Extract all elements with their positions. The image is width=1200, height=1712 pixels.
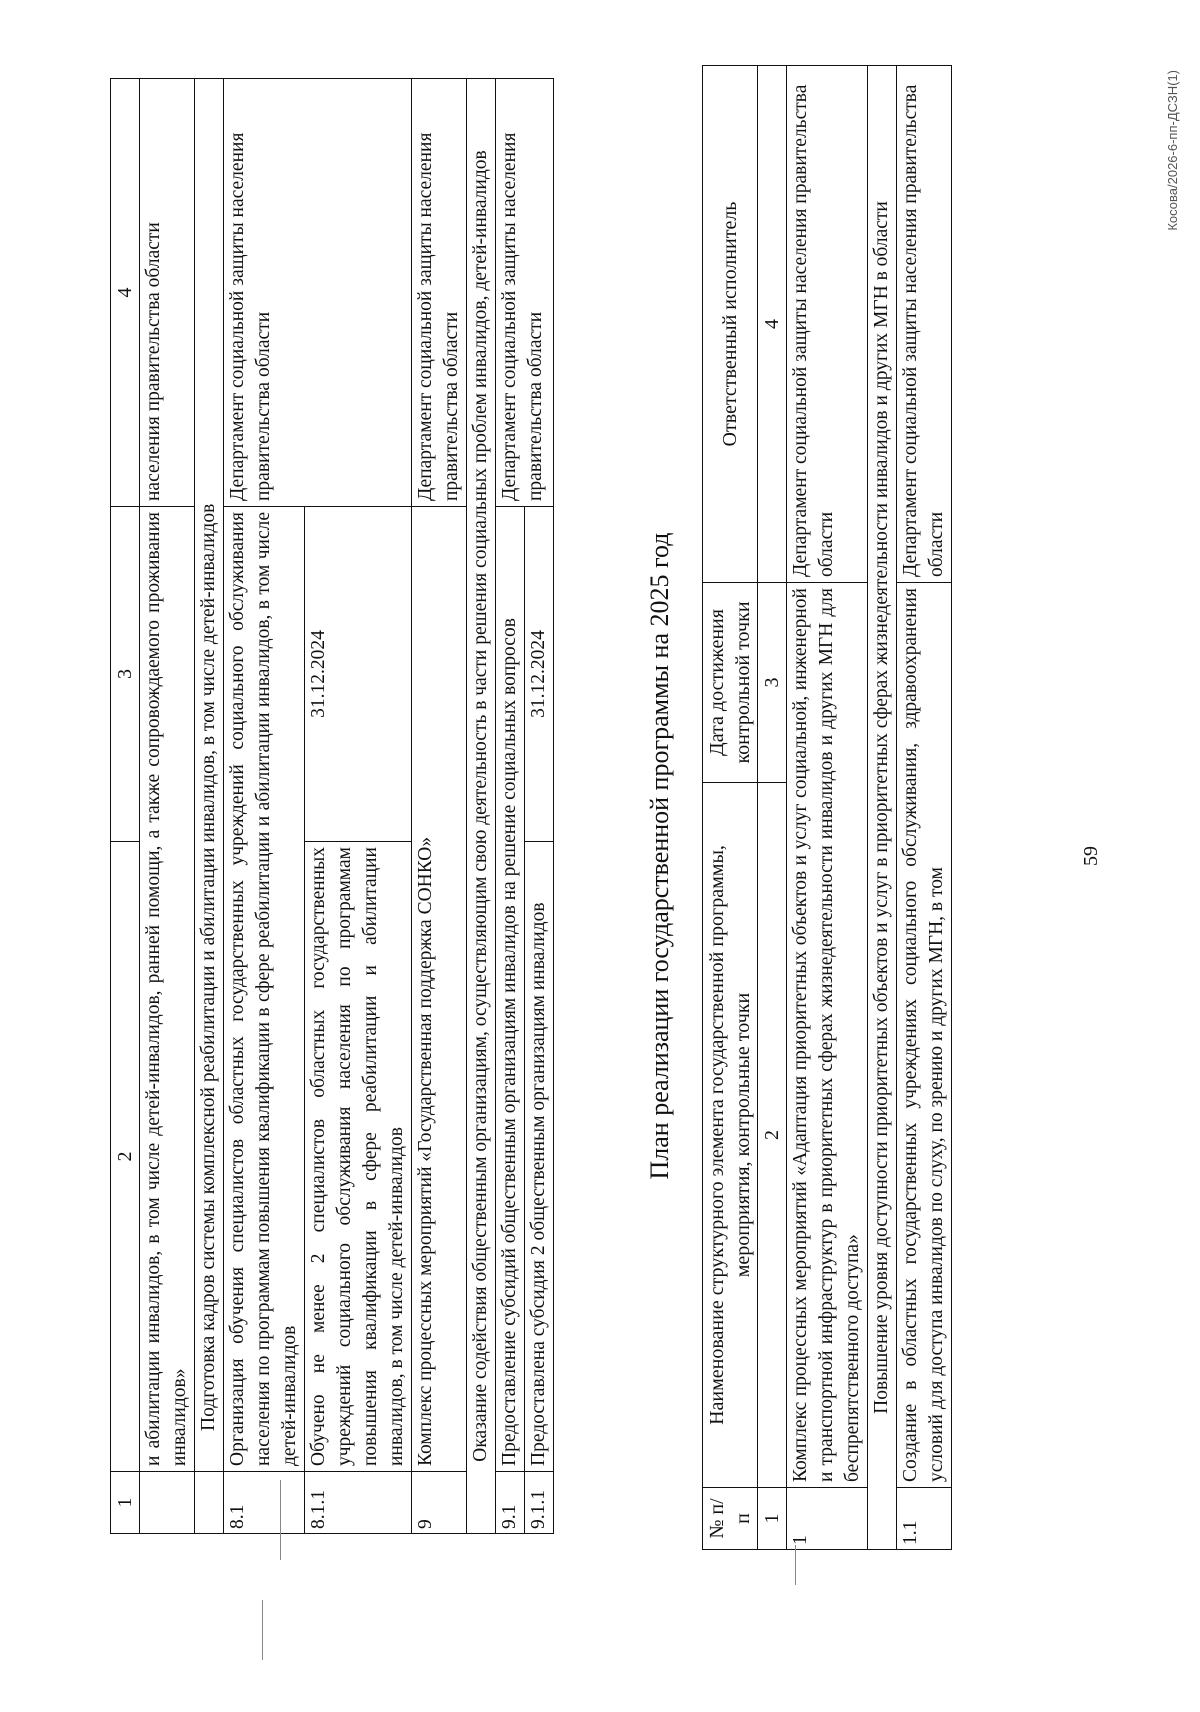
section-title: Повышение уровня доступности приоритетных объектов и услуг в приоритетных сферах жизнедеятельности инвалидов и других МГН в области (868, 66, 897, 1550)
table-row (787, 66, 868, 1550)
section-row (195, 79, 224, 1534)
row-executor: Департамент социальной защиты населения правительства области (496, 79, 554, 507)
header-num: 3 (758, 583, 787, 783)
header-cell: № п/п (703, 1488, 758, 1550)
header-cell: Дата достижения контрольной точки (703, 583, 758, 783)
scan-artifact (262, 1600, 263, 1660)
header-cell: Наименование структурного элемента государственной программы, мероприятия, контрольные точки (703, 783, 758, 1488)
scan-artifact (280, 1480, 281, 1560)
header-num: 1 (758, 1488, 787, 1550)
document-code: Косова/2026-6-пп-ДСЗН(1) (1165, 70, 1180, 231)
header-cell: Ответственный исполнитель (703, 66, 758, 583)
table-header-numbers (758, 66, 787, 1550)
header-num: 2 (758, 783, 787, 1488)
section-title: Оказание содействия общественным организациям, осуществляющим свою деятельность в части решения социальных проблем инвалидов, детей-инвалидов (467, 79, 496, 1534)
plan-title: План реализации государственной программы на 2025 год (645, 532, 674, 1180)
row-name: Создание в областных государственных учреждениях социального обслуживания, здравоохранения условий для доступа инвалидов по слуху, по зрению и других МГН, в том (897, 583, 952, 1488)
row-number (195, 1472, 224, 1534)
row-number: 1 (787, 1488, 868, 1550)
header-cell: 4 (111, 79, 140, 507)
table-row (140, 79, 195, 1534)
section-row (868, 66, 897, 1550)
row-name: Комплекс процессных мероприятий «Государственная поддержка СОНКО» (412, 507, 467, 1472)
row-name: Предоставление субсидий общественным организациям инвалидов на решение социальных вопросов (496, 507, 525, 1472)
row-number: 9.1 (496, 1472, 525, 1534)
row-name: Обучено не менее 2 специалистов областных государственных учреждений социального обслуживания населения по программам повышения квалификации в сфере реабилитации и абилитации инвалидов, в том числе детей-инвалидов (305, 842, 412, 1472)
page-number: 59 (1080, 846, 1102, 866)
table-header-row (111, 79, 140, 1534)
row-executor: населения правительства области (140, 79, 195, 507)
row-number (140, 1472, 195, 1534)
header-cell: 3 (111, 507, 140, 842)
row-executor: Департамент социальной защиты населения правительства области (897, 66, 952, 583)
row-name: Организация обучения специалистов областных государственных учреждений социального обслуживания населения по программам повышения квалификации в сфере реабилитации и абилитации инвалидов, в том числе детей-инвалидов (224, 507, 305, 1472)
table-continued (110, 78, 554, 1534)
header-cell: 1 (111, 1472, 140, 1534)
table-header-row (703, 66, 758, 1550)
row-name: Предоставлена субсидия 2 общественным организациям инвалидов (525, 842, 554, 1472)
row-number: 8.1.1 (305, 1472, 412, 1534)
row-number: 9.1.1 (525, 1472, 554, 1534)
table-row (412, 79, 467, 1534)
row-date: 31.12.2024 (525, 507, 554, 842)
row-name: Комплекс процессных мероприятий «Адаптация приоритетных объектов и услуг социальной, инженерной и транспортной инфраструктур в приоритетных сферах жизнедеятельности инвалидов и других МГН для беспрепятственного доступа» (787, 583, 868, 1488)
scan-artifact (795, 1545, 796, 1585)
header-cell: 2 (111, 842, 140, 1472)
plan-table (702, 65, 952, 1550)
row-number: 9 (412, 1472, 467, 1534)
row-executor: Департамент социальной защиты населения правительства области (787, 66, 868, 583)
row-number: 8.1 (224, 1472, 305, 1534)
section-title: Подготовка кадров системы комплексной реабилитации и абилитации инвалидов, в том числе детей-инвалидов (195, 79, 224, 1472)
table-row (496, 79, 525, 1534)
row-executor: Департамент социальной защиты населения правительства области (224, 79, 412, 507)
row-number: 1.1 (897, 1488, 952, 1550)
header-num: 4 (758, 66, 787, 583)
row-executor: Департамент социальной защиты населения правительства области (412, 79, 467, 507)
row-date: 31.12.2024 (305, 507, 412, 842)
row-name: и абилитации инвалидов, в том числе детей-инвалидов, ранней помощи, а также сопровождаемого проживания инвалидов» (140, 507, 195, 1472)
table-row (897, 66, 952, 1550)
section-row (467, 79, 496, 1534)
table-row (224, 79, 305, 1534)
